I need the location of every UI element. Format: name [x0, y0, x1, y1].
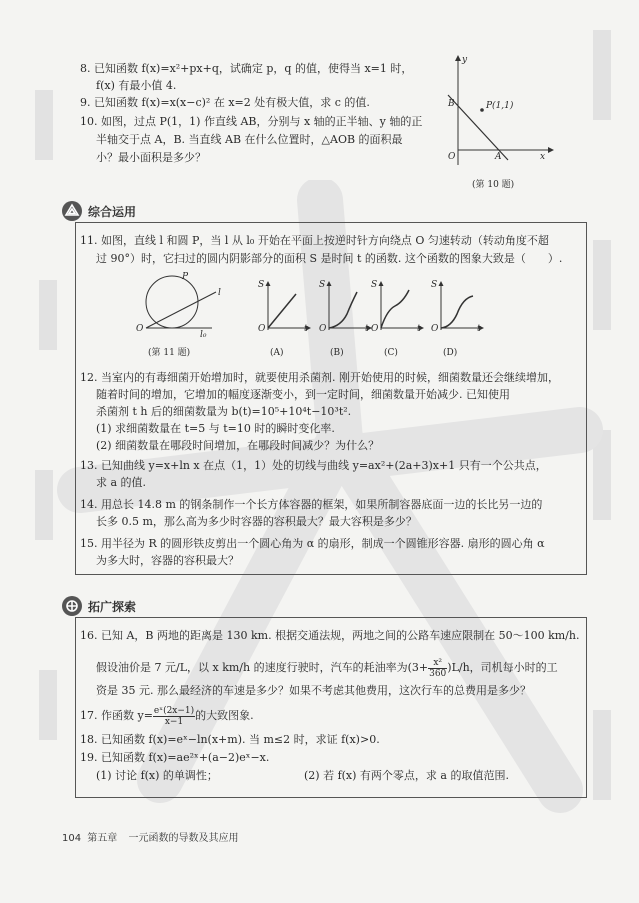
chapter-label: 第五章 [87, 833, 118, 844]
problem-12-line-3: 杀菌剂 t h 后的细菌数量为 b(t)=10⁵+10⁴t−10³t². [96, 405, 352, 418]
point-p-label: P(1,1) [486, 101, 514, 111]
option-d-s-label: S [431, 280, 438, 290]
option-graph-a [258, 280, 312, 335]
point-a-label: A [495, 152, 502, 162]
exercise-10-line-3: 小？最小面积是多少？ [96, 151, 206, 164]
option-d-label: (D) [443, 348, 458, 358]
exercise-8-line-2: f(x) 有最小值 4. [96, 79, 177, 92]
problem-16-line-3: 资是 35 元. 那么最经济的车速是多少？如果不考虑其他费用，这次行车的总费用是多少？ [96, 684, 531, 697]
problem-11-line-1: 11. 如图，直线 l 和圆 P，当 l 从 l₀ 开始在平面上按逆时针方向绕点 O 匀速转动（转动角度不超 [80, 234, 549, 247]
problem-16-line-2 [96, 655, 558, 681]
page-footer [62, 829, 238, 844]
problem-12-line-2: 随着时间的增加，它增加的幅度逐渐变小，到一定时间，细菌数量开始减少. 已知使用 [96, 388, 510, 401]
problem-17-tail: 的大致图象. [195, 709, 254, 722]
y-axis-label: y [462, 55, 468, 65]
point-b-label: B [448, 99, 455, 109]
fraction-numerator: x² [428, 658, 447, 669]
problem-18: 18. 已知函数 f(x)=eˣ−ln(x+m). 当 m≤2 时，求证 f(x)>0. [80, 733, 380, 746]
problem-13-line-2: 求 a 的值. [96, 476, 147, 489]
exercise-10-line-1: 10. 如图，过点 P(1，1) 作直线 AB，分别与 x 轴的正半轴、y 轴的正 [80, 115, 423, 128]
section-title-comprehensive: 综合运用 [88, 205, 137, 219]
section-2-top-rule [75, 617, 587, 618]
exercise-10-line-2: 半轴交于点 A，B. 当直线 AB 在什么位置时，△AOB 的面积最 [96, 133, 403, 146]
option-graph-b [319, 280, 373, 335]
section-2-bottom-rule [75, 797, 587, 798]
expand-circle-icon [62, 596, 82, 616]
figure-10 [440, 55, 555, 175]
chapter-title: 一元函数的导数及其应用 [128, 833, 239, 844]
problem-13-line-1: 13. 已知曲线 y=x+ln x 在点（1，1）处的切线与曲线 y=ax²+(2a+3)x+1 只有一个公共点， [80, 459, 547, 472]
paren-open: (3+ [407, 661, 429, 674]
exercise-8-line-1: 8. 已知函数 f(x)=x²+px+q，试确定 p，q 的值，使得当 x=1 时， [80, 62, 413, 75]
section-2-right-rule [586, 617, 587, 797]
problem-17 [80, 703, 254, 729]
figure-11-caption: (第 11 题) [148, 348, 191, 358]
recycle-triangle-icon [62, 201, 82, 221]
problem-19-line-1: 19. 已知函数 f(x)=ae²ˣ+(a−2)eˣ−x. [80, 751, 270, 764]
option-c-label: (C) [384, 348, 398, 358]
option-b-t-label: t [365, 324, 369, 334]
problem-15-line-1: 15. 用半径为 R 的圆形铁皮剪出一个圆心角为 α 的扇形，制成一个圆锥形容器. 扇形的圆心角 α [80, 537, 545, 550]
option-a-o-label: O [258, 324, 266, 334]
problem-16-line-2-tail: )L/h，司机每小时的工 [447, 661, 558, 674]
exercise-9: 9. 已知函数 f(x)=x(x−c)² 在 x=2 处有极大值，求 c 的值. [80, 96, 370, 109]
problem-12-line-1: 12. 当室内的有毒细菌开始增加时，就要使用杀菌剂. 刚开始使用的时候，细菌数量还会继续增加， [80, 371, 559, 384]
problem-14-line-1: 14. 用总长 14.8 m 的钢条制作一个长方体容器的框架，如果所制容器底面一边的长比另一边的 [80, 498, 543, 511]
option-d-o-label: O [431, 324, 439, 334]
option-d-t-label: t [477, 324, 481, 334]
fuel-rate-fraction [428, 658, 447, 679]
circle-origin-label: O [136, 324, 144, 334]
problem-11-line-2: 过 90°）时，它扫过的圆内阴影部分的面积 S 是时间 t 的函数. 这个函数的图象大致是（ ）. [96, 252, 563, 265]
problem-12-part-2: (2) 细菌数量在哪段时间增加，在哪段时间减少？为什么？ [96, 439, 380, 452]
section-1-top-rule [75, 222, 587, 223]
section-title-extension: 拓广探索 [88, 600, 137, 614]
option-b-label: (B) [330, 348, 344, 358]
option-a-s-label: S [258, 280, 265, 290]
line-l-label: l [218, 288, 221, 298]
option-b-s-label: S [319, 280, 326, 290]
problem-16-line-1: 16. 已知 A，B 两地的距离是 130 km. 根据交通法规，两地之间的公路车速应限制在 50～100 km/h. [80, 629, 580, 642]
point-p [480, 108, 484, 112]
section-2-left-rule [75, 617, 76, 797]
page-number: 104 [62, 833, 82, 844]
function-fraction [153, 706, 195, 727]
option-c-o-label: O [371, 324, 379, 334]
fraction-denominator: 360 [429, 668, 447, 679]
problem-14-line-2: 长多 0.5 m，那么高为多少时容器的容积最大？最大容积是多少？ [96, 515, 417, 528]
line-l0-label: l₀ [200, 330, 207, 340]
option-graph-c [371, 280, 425, 335]
section-1-right-rule [586, 222, 587, 574]
fraction-numerator: eˣ(2x−1) [153, 705, 195, 716]
origin-label: O [448, 152, 456, 162]
x-axis-label: x [540, 152, 546, 162]
figure-11-circle [132, 272, 232, 342]
problem-15-line-2: 为多大时，容器的容积最大？ [96, 554, 239, 567]
option-a-t-label: t [304, 324, 308, 334]
option-a-label: (A) [270, 348, 284, 358]
option-c-s-label: S [371, 280, 378, 290]
figure-10-caption: (第 10 题) [472, 180, 515, 190]
section-1-bottom-rule [75, 574, 587, 575]
option-graph-d [431, 280, 485, 335]
circle-point-p-label: P [182, 272, 189, 282]
fraction-denominator: x−1 [164, 716, 184, 727]
section-1-left-rule [75, 222, 76, 574]
problem-17-text: 17. 作函数 y= [80, 709, 153, 722]
problem-16-line-2-text: 假设油价是 7 元/L，以 x km/h 的速度行驶时，汽车的耗油率为 [96, 661, 408, 674]
problem-19-part-1: (1) 讨论 f(x) 的单调性； [96, 769, 218, 782]
option-b-o-label: O [319, 324, 327, 334]
problem-19-part-2: (2) 若 f(x) 有两个零点，求 a 的取值范围. [304, 769, 509, 782]
option-c-t-label: t [417, 324, 421, 334]
problem-12-part-1: (1) 求细菌数量在 t=5 与 t=10 时的瞬时变化率. [96, 422, 335, 435]
